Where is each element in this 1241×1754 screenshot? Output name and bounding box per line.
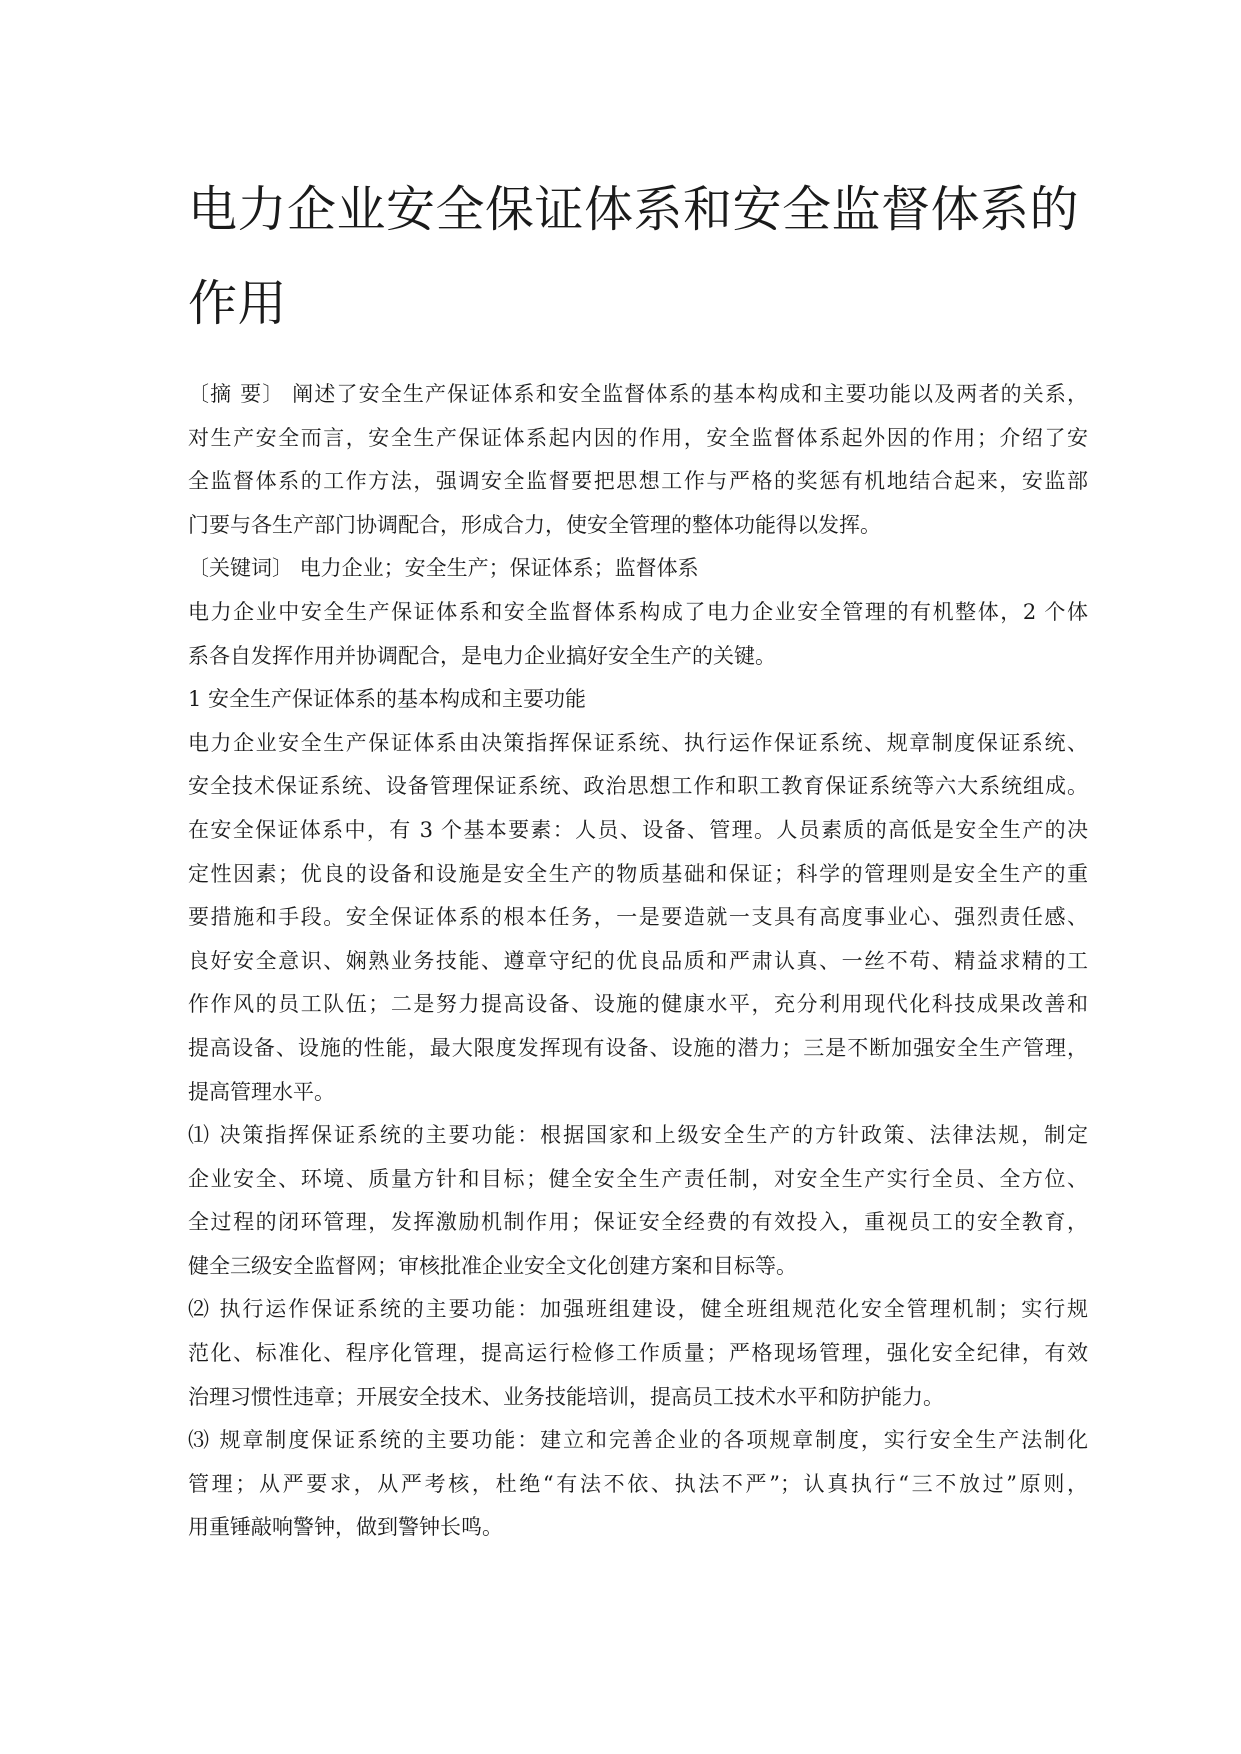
body-line: 作作风的员工队伍；二是努力提高设备、设施的健康水平，充分利用现代化科技成果改善和 [188,992,1088,1017]
body-line: 管理；从严要求，从严考核，杜绝“有法不依、执法不严”；认真执行“三不放过”原则， [188,1471,1088,1496]
body-line: 1 安全生产保证体系的基本构成和主要功能 [188,687,587,712]
body-line: 电力企业安全生产保证体系由决策指挥保证系统、执行运作保证系统、规章制度保证系统、 [188,730,1088,755]
document-title [188,163,1088,351]
title-line-2: 作用 [188,275,288,332]
body-line: 企业安全、环境、质量方针和目标；健全安全生产责任制，对安全生产实行全员、全方位、 [188,1166,1088,1191]
body-line: 全过程的闭环管理，发挥激励机制作用；保证安全经费的有效投入，重视员工的安全教育， [188,1210,1088,1235]
body-line: 在安全保证体系中，有 3 个基本要素：人员、设备、管理。人员素质的高低是安全生产的决 [188,817,1088,842]
document-body [188,373,1088,1550]
body-line: ⑶ 规章制度保证系统的主要功能：建立和完善企业的各项规章制度，实行安全生产法制化 [188,1428,1088,1453]
body-line: 要措施和手段。安全保证体系的根本任务，一是要造就一支具有高度事业心、强烈责任感、 [188,905,1088,930]
body-line: 〔关键词〕 电力企业；安全生产；保证体系；监督体系 [188,556,699,581]
body-line: 电力企业中安全生产保证体系和安全监督体系构成了电力企业安全管理的有机整体，2 个体 [188,599,1088,624]
body-line: 安全技术保证系统、设备管理保证系统、政治思想工作和职工教育保证系统等六大系统组成。 [188,774,1088,799]
body-line: 良好安全意识、娴熟业务技能、遵章守纪的优良品质和严肃认真、一丝不苟、精益求精的工 [188,948,1088,973]
body-line: ⑴ 决策指挥保证系统的主要功能：根据国家和上级安全生产的方针政策、法律法规，制定 [188,1123,1088,1148]
body-line: 健全三级安全监督网；审核批准企业安全文化创建方案和目标等。 [188,1253,797,1278]
body-line: 定性因素；优良的设备和设施是安全生产的物质基础和保证；科学的管理则是安全生产的重 [188,861,1088,886]
body-line: 门要与各生产部门协调配合，形成合力，使安全管理的整体功能得以发挥。 [188,512,881,537]
body-line: 治理习惯性违章；开展安全技术、业务技能培训，提高员工技术水平和防护能力。 [188,1384,944,1409]
title-line-1: 电力企业安全保证体系和安全监督体系的 [188,181,1080,238]
body-line: 〔摘 要〕 阐述了安全生产保证体系和安全监督体系的基本构成和主要功能以及两者的关系， [188,382,1088,406]
body-line: 范化、标准化、程序化管理，提高运行检修工作质量；严格现场管理，强化安全纪律，有效 [188,1341,1088,1366]
body-line: 用重锤敲响警钟，做到警钟长鸣。 [188,1515,503,1540]
body-line: 对生产安全而言，安全生产保证体系起内因的作用，安全监督体系起外因的作用；介绍了安 [188,425,1088,450]
body-line: 全监督体系的工作方法，强调安全监督要把思想工作与严格的奖惩有机地结合起来，安监部 [188,469,1088,494]
body-line: 提高设备、设施的性能，最大限度发挥现有设备、设施的潜力；三是不断加强安全生产管理， [188,1035,1088,1060]
body-line: 系各自发挥作用并协调配合，是电力企业搞好安全生产的关键。 [188,643,776,668]
body-line: 提高管理水平。 [188,1079,335,1104]
body-line: ⑵ 执行运作保证系统的主要功能：加强班组建设，健全班组规范化安全管理机制；实行规 [188,1297,1088,1322]
